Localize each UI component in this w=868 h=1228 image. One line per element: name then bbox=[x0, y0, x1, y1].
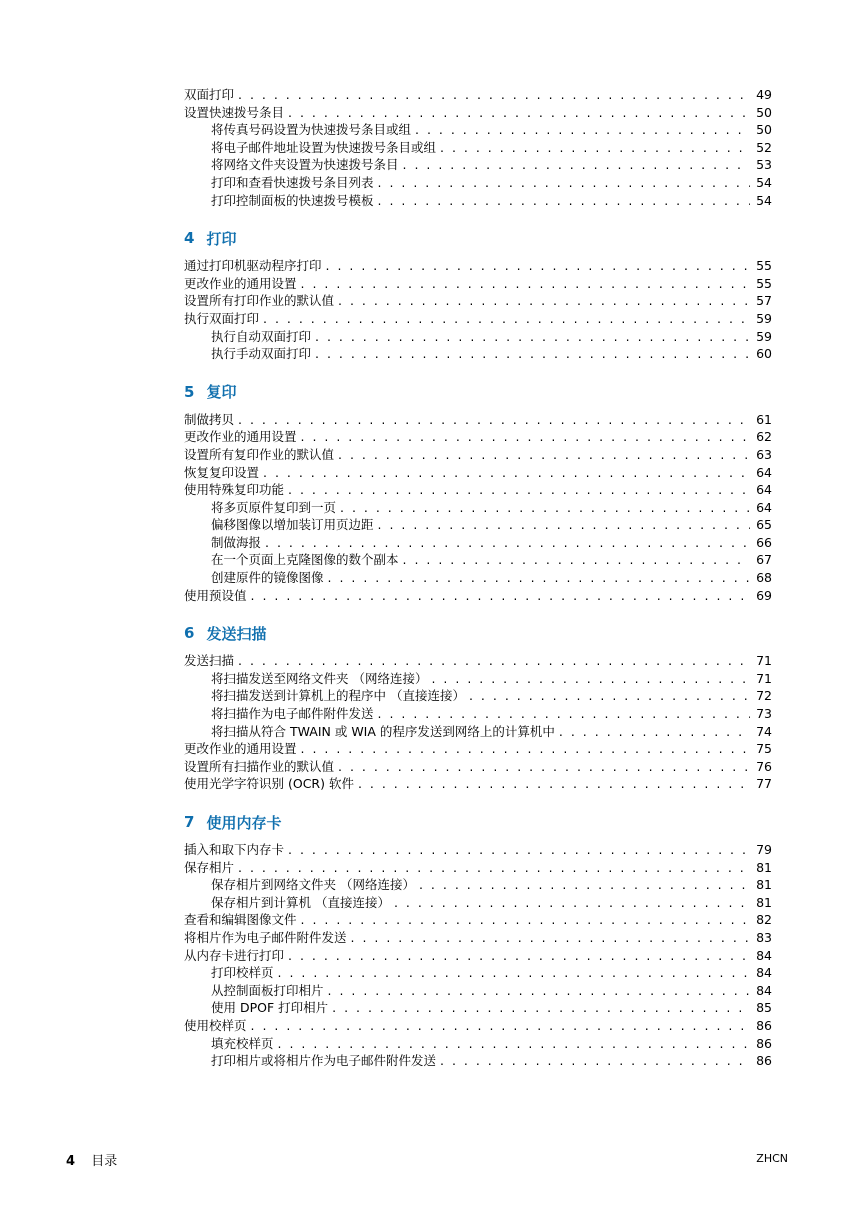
dot-leader bbox=[288, 104, 750, 122]
toc-entry-title: 打印和查看快速拨号条目列表 bbox=[211, 174, 374, 190]
toc-entry-title: 填充校样页 bbox=[211, 1035, 274, 1051]
toc-entry[interactable] bbox=[184, 705, 772, 723]
dot-leader bbox=[378, 174, 750, 192]
toc-entry-page: 63 bbox=[756, 446, 772, 462]
dot-leader bbox=[340, 499, 750, 517]
dot-leader bbox=[328, 982, 750, 1000]
toc-entry-page: 49 bbox=[756, 87, 772, 102]
toc-entry-title: 使用光学字符识别 (OCR) 软件 bbox=[184, 776, 354, 792]
toc-entry-page: 81 bbox=[756, 859, 772, 875]
toc-entry-page: 67 bbox=[756, 552, 772, 568]
toc-entry[interactable] bbox=[184, 1052, 772, 1070]
toc-entry-page: 52 bbox=[756, 139, 772, 155]
toc-entry-title: 设置快速拨号条目 bbox=[184, 104, 285, 120]
chapter-title: 发送扫描 bbox=[206, 624, 267, 643]
toc-entry-page: 62 bbox=[756, 429, 772, 445]
chapter-number: 5 bbox=[184, 382, 195, 401]
toc-entry-page: 85 bbox=[756, 1000, 772, 1016]
toc-entry-title: 将电子邮件地址设置为快速拨号条目或组 bbox=[211, 139, 437, 155]
toc-entry-page: 84 bbox=[756, 965, 772, 981]
chapter-number: 4 bbox=[184, 229, 195, 248]
toc-entry-page: 57 bbox=[756, 293, 772, 309]
dot-leader bbox=[301, 275, 750, 293]
toc-entry[interactable] bbox=[184, 758, 772, 776]
chapter-title: 复印 bbox=[206, 383, 237, 402]
dot-leader bbox=[415, 121, 750, 139]
toc-entry-title: 将扫描发送至网络文件夹 （网络连接） bbox=[211, 670, 428, 686]
dot-leader bbox=[278, 964, 750, 982]
toc-entry-page: 54 bbox=[756, 192, 772, 208]
toc-entry-title: 打印校样页 bbox=[211, 965, 274, 981]
toc-entry[interactable] bbox=[184, 723, 772, 741]
toc-entry-page: 50 bbox=[756, 122, 772, 138]
toc-section bbox=[184, 219, 772, 363]
toc-entry-page: 84 bbox=[756, 947, 772, 963]
toc-entry-title: 创建原件的镜像图像 bbox=[211, 570, 324, 586]
dot-leader bbox=[559, 723, 750, 741]
dot-leader bbox=[431, 670, 750, 688]
toc-entry-page: 86 bbox=[756, 1035, 772, 1051]
toc-entry-page: 77 bbox=[756, 776, 772, 792]
dot-leader bbox=[238, 859, 750, 877]
dot-leader bbox=[338, 758, 750, 776]
dot-leader bbox=[338, 446, 750, 464]
toc-entry-page: 71 bbox=[756, 670, 772, 686]
toc-entry-title: 查看和编辑图像文件 bbox=[184, 912, 297, 928]
toc-entry[interactable] bbox=[184, 569, 772, 587]
dot-leader bbox=[419, 876, 750, 894]
toc-entry[interactable] bbox=[184, 411, 772, 429]
toc-entry-title: 打印相片或将相片作为电子邮件附件发送 bbox=[211, 1053, 437, 1069]
toc-entry-page: 86 bbox=[756, 1017, 772, 1033]
dot-leader bbox=[238, 86, 750, 104]
toc-entry[interactable] bbox=[184, 1017, 772, 1035]
toc-entry-title: 执行自动双面打印 bbox=[211, 328, 312, 344]
toc-entry[interactable] bbox=[184, 982, 772, 1000]
toc-entry[interactable] bbox=[184, 428, 772, 446]
toc-entry-page: 59 bbox=[756, 328, 772, 344]
toc-entry-page: 86 bbox=[756, 1053, 772, 1069]
toc-entry-page: 72 bbox=[756, 688, 772, 704]
dot-leader bbox=[358, 775, 750, 793]
toc-entry[interactable] bbox=[184, 192, 772, 210]
toc-entry[interactable] bbox=[184, 894, 772, 912]
toc-entry-page: 82 bbox=[756, 912, 772, 928]
dot-leader bbox=[326, 257, 750, 275]
toc-entry[interactable] bbox=[184, 156, 772, 174]
dot-leader bbox=[301, 740, 750, 758]
toc-entry-title: 将多页原件复印到一页 bbox=[211, 499, 337, 515]
dot-leader bbox=[301, 428, 750, 446]
toc-entry-title: 保存相片到网络文件夹 （网络连接） bbox=[211, 877, 415, 893]
toc-entry-title: 将扫描从符合 TWAIN 或 WIA 的程序发送到网络上的计算机中 bbox=[211, 723, 555, 739]
toc-entry-title: 设置所有打印作业的默认值 bbox=[184, 293, 335, 309]
toc-entry[interactable] bbox=[184, 652, 772, 670]
toc-entry-title: 执行双面打印 bbox=[184, 310, 260, 326]
toc-entry[interactable] bbox=[184, 775, 772, 793]
toc-entry-page: 81 bbox=[756, 877, 772, 893]
toc-section bbox=[184, 614, 772, 793]
toc-entry-page: 53 bbox=[756, 157, 772, 173]
dot-leader bbox=[378, 705, 750, 723]
toc-entry-title: 执行手动双面打印 bbox=[211, 346, 312, 362]
toc-entry[interactable] bbox=[184, 911, 772, 929]
toc-entry[interactable] bbox=[184, 876, 772, 894]
toc-entry-page: 50 bbox=[756, 104, 772, 120]
toc-entry-page: 75 bbox=[756, 741, 772, 757]
dot-leader bbox=[440, 139, 750, 157]
toc-entry-page: 55 bbox=[756, 258, 772, 274]
toc-entry[interactable] bbox=[184, 257, 772, 275]
toc-entry-title: 将网络文件夹设置为快速拨号条目 bbox=[211, 157, 399, 173]
toc-entry-page: 69 bbox=[756, 587, 772, 603]
toc-entry-title: 更改作业的通用设置 bbox=[184, 275, 297, 291]
dot-leader bbox=[263, 310, 750, 328]
chapter-heading[interactable] bbox=[184, 803, 772, 841]
dot-leader bbox=[403, 156, 750, 174]
footer-page-number: 4 bbox=[66, 1154, 76, 1169]
toc-entry-page: 73 bbox=[756, 706, 772, 722]
toc-entry-title: 偏移图像以增加装订用页边距 bbox=[211, 517, 374, 533]
toc-entry-page: 64 bbox=[756, 499, 772, 515]
toc-section bbox=[184, 86, 772, 209]
toc-entry-title: 保存相片 bbox=[184, 859, 235, 875]
toc-entry[interactable] bbox=[184, 587, 772, 605]
dot-leader bbox=[288, 481, 750, 499]
dot-leader bbox=[238, 411, 750, 429]
dot-leader bbox=[328, 569, 750, 587]
dot-leader bbox=[288, 947, 750, 965]
dot-leader bbox=[378, 516, 750, 534]
toc-entry[interactable] bbox=[184, 174, 772, 192]
toc-entry-title: 制做拷贝 bbox=[184, 411, 235, 427]
dot-leader bbox=[338, 292, 750, 310]
toc-entry[interactable] bbox=[184, 499, 772, 517]
toc-entry-title: 保存相片到计算机 （直接连接） bbox=[211, 894, 390, 910]
dot-leader bbox=[378, 192, 750, 210]
toc-entry-title: 使用特殊复印功能 bbox=[184, 482, 285, 498]
toc-entry-title: 使用 DPOF 打印相片 bbox=[211, 1000, 329, 1016]
dot-leader bbox=[301, 911, 750, 929]
toc-entry-page: 79 bbox=[756, 842, 772, 857]
toc-entry[interactable] bbox=[184, 292, 772, 310]
toc-entry-title: 制做海报 bbox=[211, 534, 262, 550]
toc-entry-title: 从控制面板打印相片 bbox=[211, 982, 324, 998]
toc-entry-page: 68 bbox=[756, 570, 772, 586]
toc-entry[interactable] bbox=[184, 481, 772, 499]
dot-leader bbox=[315, 345, 750, 363]
table-of-contents bbox=[184, 86, 772, 1070]
dot-leader bbox=[251, 1017, 750, 1035]
toc-entry[interactable] bbox=[184, 670, 772, 688]
toc-entry-page: 65 bbox=[756, 517, 772, 533]
dot-leader bbox=[263, 464, 750, 482]
dot-leader bbox=[278, 1035, 750, 1053]
toc-entry-title: 将传真号码设置为快速拨号条目或组 bbox=[211, 122, 412, 138]
dot-leader bbox=[469, 687, 750, 705]
toc-entry[interactable] bbox=[184, 859, 772, 877]
toc-entry-page: 71 bbox=[756, 653, 772, 669]
footer-page-info bbox=[66, 1150, 117, 1169]
footer-language-code: ZHCN bbox=[756, 1152, 788, 1165]
toc-entry[interactable] bbox=[184, 841, 772, 859]
toc-entry-title: 设置所有复印作业的默认值 bbox=[184, 446, 335, 462]
dot-leader bbox=[394, 894, 750, 912]
toc-entry[interactable] bbox=[184, 947, 772, 965]
toc-entry[interactable] bbox=[184, 121, 772, 139]
toc-entry[interactable] bbox=[184, 139, 772, 157]
toc-entry-page: 60 bbox=[756, 346, 772, 362]
toc-entry[interactable] bbox=[184, 446, 772, 464]
toc-entry-page: 84 bbox=[756, 982, 772, 998]
toc-entry[interactable] bbox=[184, 534, 772, 552]
toc-entry[interactable] bbox=[184, 740, 772, 758]
toc-entry-page: 66 bbox=[756, 534, 772, 550]
toc-entry-page: 64 bbox=[756, 482, 772, 498]
toc-entry-title: 更改作业的通用设置 bbox=[184, 741, 297, 757]
toc-entry-title: 使用校样页 bbox=[184, 1017, 247, 1033]
toc-entry[interactable] bbox=[184, 964, 772, 982]
toc-entry-title: 将相片作为电子邮件附件发送 bbox=[184, 929, 347, 945]
dot-leader bbox=[265, 534, 750, 552]
dot-leader bbox=[440, 1052, 750, 1070]
toc-section bbox=[184, 803, 772, 1070]
toc-entry[interactable] bbox=[184, 275, 772, 293]
dot-leader bbox=[403, 551, 750, 569]
toc-entry-title: 恢复复印设置 bbox=[184, 464, 260, 480]
toc-entry-page: 61 bbox=[756, 411, 772, 427]
toc-section bbox=[184, 373, 772, 605]
dot-leader bbox=[238, 652, 750, 670]
toc-entry-title: 通过打印机驱动程序打印 bbox=[184, 258, 322, 274]
toc-entry[interactable] bbox=[184, 516, 772, 534]
toc-entry-page: 81 bbox=[756, 894, 772, 910]
toc-entry-title: 打印控制面板的快速拨号模板 bbox=[211, 192, 374, 208]
toc-entry-title: 插入和取下内存卡 bbox=[184, 842, 285, 857]
toc-entry-title: 设置所有扫描作业的默认值 bbox=[184, 758, 335, 774]
toc-entry-page: 64 bbox=[756, 464, 772, 480]
toc-entry[interactable] bbox=[184, 999, 772, 1017]
dot-leader bbox=[251, 587, 750, 605]
toc-entry-title: 在一个页面上克隆图像的数个副本 bbox=[211, 552, 399, 568]
toc-entry-title: 从内存卡进行打印 bbox=[184, 947, 285, 963]
chapter-title: 打印 bbox=[206, 229, 237, 248]
toc-entry-title: 双面打印 bbox=[184, 87, 235, 102]
toc-entry-page: 55 bbox=[756, 275, 772, 291]
dot-leader bbox=[288, 841, 750, 859]
toc-entry[interactable] bbox=[184, 464, 772, 482]
toc-entry[interactable] bbox=[184, 328, 772, 346]
toc-entry[interactable] bbox=[184, 929, 772, 947]
chapter-heading[interactable] bbox=[184, 373, 772, 411]
toc-entry-title: 更改作业的通用设置 bbox=[184, 429, 297, 445]
chapter-heading[interactable] bbox=[184, 219, 772, 257]
toc-entry[interactable] bbox=[184, 104, 772, 122]
chapter-title: 使用内存卡 bbox=[206, 813, 282, 832]
toc-entry-page: 74 bbox=[756, 723, 772, 739]
toc-entry-page: 76 bbox=[756, 758, 772, 774]
dot-leader bbox=[332, 999, 750, 1017]
chapter-number: 6 bbox=[184, 624, 195, 643]
dot-leader bbox=[315, 328, 750, 346]
toc-entry[interactable] bbox=[184, 551, 772, 569]
toc-entry-title: 使用预设值 bbox=[184, 587, 247, 603]
chapter-heading[interactable] bbox=[184, 614, 772, 652]
toc-entry-title: 发送扫描 bbox=[184, 653, 235, 669]
toc-entry-page: 83 bbox=[756, 929, 772, 945]
chapter-number: 7 bbox=[184, 813, 195, 831]
toc-entry[interactable] bbox=[184, 1035, 772, 1053]
toc-entry[interactable] bbox=[184, 687, 772, 705]
toc-entry[interactable] bbox=[184, 86, 772, 104]
toc-entry-title: 将扫描发送到计算机上的程序中 （直接连接） bbox=[211, 688, 465, 704]
toc-entry[interactable] bbox=[184, 310, 772, 328]
toc-entry-page: 59 bbox=[756, 310, 772, 326]
footer-section-label: 目录 bbox=[91, 1154, 118, 1169]
toc-entry-title: 将扫描作为电子邮件附件发送 bbox=[211, 706, 374, 722]
toc-entry[interactable] bbox=[184, 345, 772, 363]
dot-leader bbox=[351, 929, 750, 947]
toc-entry-page: 54 bbox=[756, 174, 772, 190]
